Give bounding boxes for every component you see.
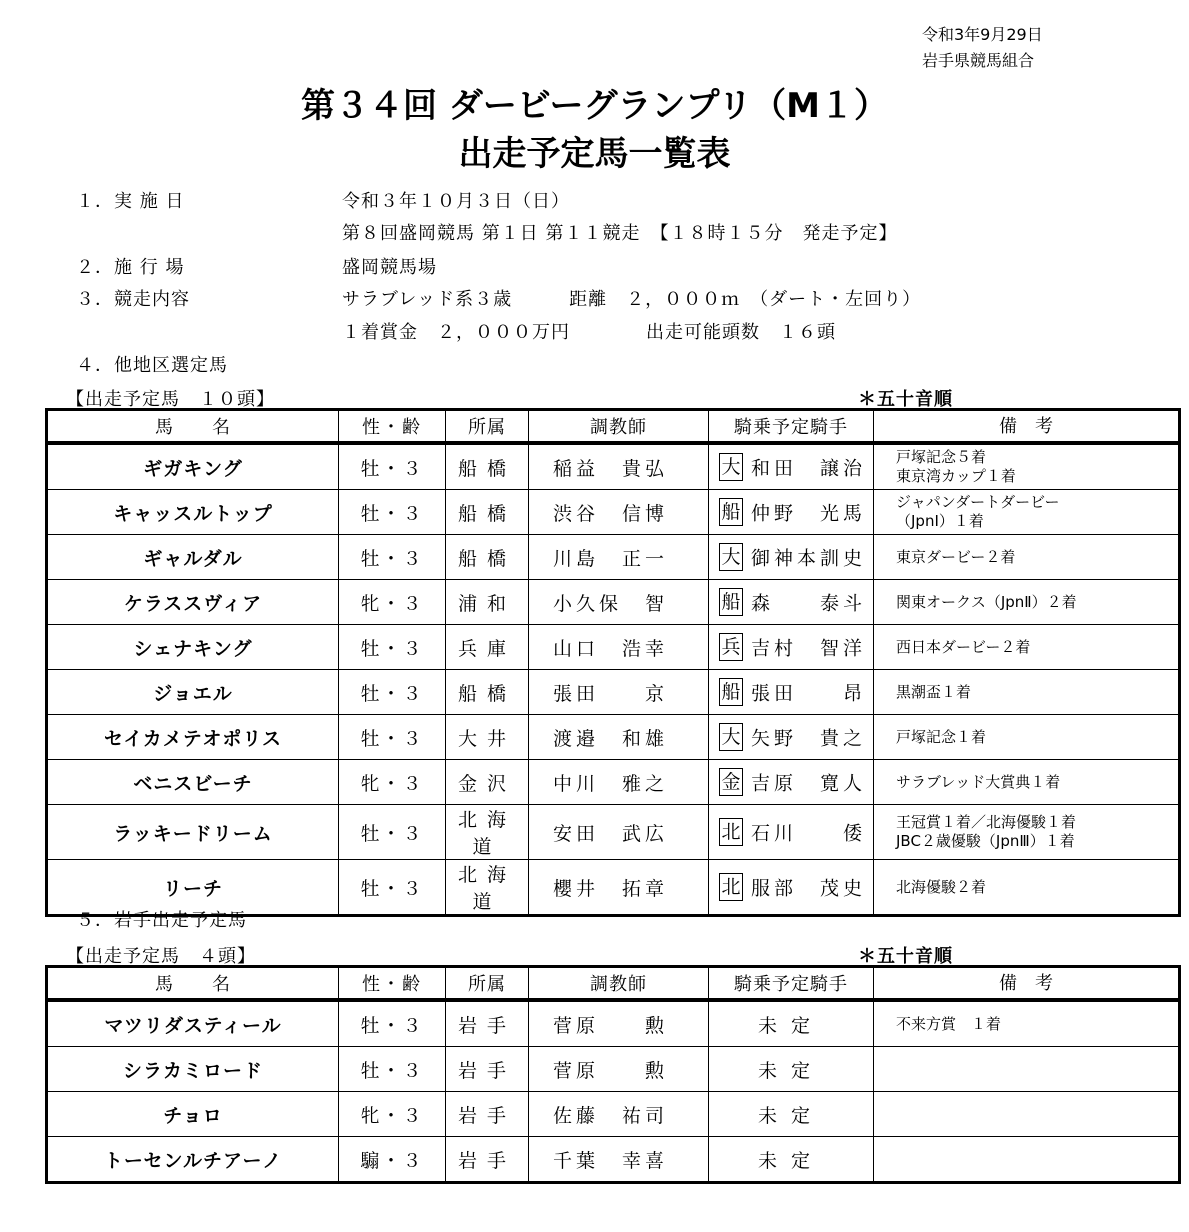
affiliation: 船橋 (446, 490, 529, 535)
remarks-cell (874, 625, 1180, 670)
horse-name: ベニスビーチ (47, 760, 339, 805)
remarks-cell (874, 760, 1180, 805)
section2-order-note: ＊五十音順 (858, 946, 953, 967)
trainer: 川島 正一 (529, 535, 709, 580)
sex-age: 牝・３ (339, 1092, 446, 1137)
remark-line: 西日本ダービー２着 (896, 637, 1031, 656)
trainer: 千葉 幸喜 (529, 1137, 709, 1183)
remarks-cell (874, 1000, 1180, 1047)
remarks-cell (874, 1092, 1180, 1137)
info-item2-value: 盛岡競馬場 (342, 257, 437, 278)
remarks-cell (874, 443, 1180, 490)
col-affiliation: 所属 (446, 410, 529, 444)
trainer: 山口 浩幸 (529, 625, 709, 670)
table-row (47, 625, 1180, 670)
info-item1-value2: 第８回盛岡競馬 第１日 第１１競走 【１８時１５分 発走予定】 (342, 223, 898, 244)
jockey-name: 森 泰斗 (751, 592, 867, 615)
jockey-region-badge: 船 (719, 588, 743, 616)
jockey-cell (709, 580, 874, 625)
jockey-region-badge: 船 (719, 678, 743, 706)
table-row (47, 443, 1180, 490)
section2-count: 【出走予定馬 ４頭】 (66, 946, 256, 967)
jockey-region-badge: 金 (719, 768, 743, 796)
jockey-name: 和田 譲治 (751, 457, 867, 480)
horse-name: キャッスルトップ (47, 490, 339, 535)
jockey-name: 吉原 寛人 (751, 772, 867, 795)
section1-count: 【出走予定馬 １０頭】 (66, 389, 275, 410)
trainer: 櫻井 拓章 (529, 860, 709, 916)
trainer: 菅原 勲 (529, 1047, 709, 1092)
horse-name: リーチ (47, 860, 339, 916)
jockey-region-badge: 船 (719, 498, 743, 526)
trainer: 渋谷 信博 (529, 490, 709, 535)
remarks-cell (874, 860, 1180, 916)
horse-name: ラッキードリーム (47, 805, 339, 860)
table-row (47, 1137, 1180, 1183)
jockey-name: 吉村 智洋 (751, 637, 867, 660)
sex-age: 牡・３ (339, 715, 446, 760)
sex-age: 牝・３ (339, 580, 446, 625)
horse-name: セイカメテオポリス (47, 715, 339, 760)
col-trainer: 調教師 (529, 410, 709, 444)
section1-order-note: ＊五十音順 (858, 389, 953, 410)
jockey-region-badge: 北 (719, 873, 743, 901)
info-item1-value1: 令和３年１０月３日（日） (342, 191, 570, 212)
table-row (47, 535, 1180, 580)
sex-age: 牡・３ (339, 1047, 446, 1092)
jockey-cell (709, 1000, 874, 1047)
sex-age: 牡・３ (339, 860, 446, 916)
remarks-cell (874, 670, 1180, 715)
sex-age: 牡・３ (339, 535, 446, 580)
issue-date: 令和3年9月29日 (922, 25, 1043, 44)
jockey-region-badge: 大 (719, 543, 743, 571)
remark-line: JBC２歳優駿（JpnⅢ）１着 (896, 832, 1075, 850)
jockey-cell (709, 535, 874, 580)
table-header (47, 967, 1180, 1001)
jockey-name: 仲野 光馬 (751, 502, 867, 525)
jockey-cell (709, 625, 874, 670)
remarks-cell (874, 490, 1180, 535)
jockey-region-badge: 兵 (719, 633, 743, 661)
trainer: 佐藤 祐司 (529, 1092, 709, 1137)
affiliation: 岩手 (446, 1000, 529, 1047)
table-row (47, 670, 1180, 715)
sex-age: 牡・３ (339, 625, 446, 670)
jockey-cell (709, 805, 874, 860)
table-row (47, 490, 1180, 535)
remark-line: 戸塚記念５着 (896, 448, 987, 466)
info-item5-label: ５．岩手出走予定馬 (76, 910, 247, 931)
sex-age: 牝・３ (339, 760, 446, 805)
jockey-name: 服部 茂史 (751, 877, 867, 900)
horse-name: シラカミロード (47, 1047, 339, 1092)
horse-name: ギガキング (47, 443, 339, 490)
trainer: 張田 京 (529, 670, 709, 715)
jockey-name: 矢野 貴之 (751, 727, 867, 750)
col-trainer: 調教師 (529, 967, 709, 1001)
jockey-region-badge: 大 (719, 723, 743, 751)
affiliation: 岩手 (446, 1047, 529, 1092)
affiliation: 兵庫 (446, 625, 529, 670)
table-row (47, 580, 1180, 625)
trainer: 菅原 勲 (529, 1000, 709, 1047)
affiliation: 船橋 (446, 535, 529, 580)
remarks-cell (874, 1047, 1180, 1092)
trainer: 渡邉 和雄 (529, 715, 709, 760)
other-region-horses-table (45, 408, 1181, 917)
info-item2-label: ２．施 行 場 (76, 257, 185, 278)
col-sex-age: 性・齢 (339, 967, 446, 1001)
horse-name: トーセンルチアーノ (47, 1137, 339, 1183)
jockey-cell (709, 760, 874, 805)
col-sex-age: 性・齢 (339, 410, 446, 444)
info-item3-value2: １着賞金 ２，０００万円 出走可能頭数 １６頭 (342, 322, 836, 343)
sex-age: 牡・３ (339, 670, 446, 715)
affiliation: 岩手 (446, 1137, 529, 1183)
jockey-cell (709, 1137, 874, 1183)
remark-line: ジャパンダートダービー (896, 493, 1060, 511)
info-item4-label: ４．他地区選定馬 (76, 355, 228, 376)
jockey-region-badge: 大 (719, 453, 743, 481)
col-horse-name: 馬 名 (47, 967, 339, 1001)
col-remarks: 備 考 (874, 967, 1180, 1001)
jockey-name: 御神本訓史 (751, 547, 867, 570)
iwate-horses-table (45, 965, 1181, 1184)
jockey-name: 未定 (757, 1104, 824, 1127)
remarks-cell (874, 535, 1180, 580)
remark-line: 北海優駿２着 (896, 877, 987, 896)
horse-name: シェナキング (47, 625, 339, 670)
affiliation: 大井 (446, 715, 529, 760)
affiliation: 船橋 (446, 443, 529, 490)
affiliation: 北海道 (446, 805, 529, 860)
affiliation: 北海道 (446, 860, 529, 916)
col-horse-name: 馬 名 (47, 410, 339, 444)
trainer: 中川 雅之 (529, 760, 709, 805)
organization: 岩手県競馬組合 (922, 51, 1035, 70)
affiliation: 船橋 (446, 670, 529, 715)
affiliation: 岩手 (446, 1092, 529, 1137)
trainer: 安田 武広 (529, 805, 709, 860)
remark-line: サラブレッド大賞典１着 (896, 772, 1061, 791)
col-jockey: 騎乗予定騎手 (709, 410, 874, 444)
jockey-name: 石川 倭 (751, 822, 867, 845)
remark-line: 王冠賞１着／北海優駿１着 (896, 813, 1077, 831)
remark-line: 関東オークス（JpnⅡ）２着 (896, 592, 1077, 611)
jockey-cell (709, 1047, 874, 1092)
remark-line: 黒潮盃１着 (896, 682, 972, 701)
col-jockey: 騎乗予定騎手 (709, 967, 874, 1001)
jockey-cell (709, 443, 874, 490)
table-row (47, 760, 1180, 805)
jockey-name: 未定 (757, 1014, 824, 1037)
trainer: 小久保 智 (529, 580, 709, 625)
remark-line: 不来方賞 １着 (896, 1014, 1002, 1033)
jockey-cell (709, 715, 874, 760)
jockey-cell (709, 1092, 874, 1137)
remarks-cell (874, 715, 1180, 760)
table-header (47, 410, 1180, 444)
table-row (47, 1092, 1180, 1137)
horse-name: マツリダスティール (47, 1000, 339, 1047)
jockey-name: 未定 (757, 1149, 824, 1172)
info-item3-value1: サラブレッド系３歳 距離 ２，０００ｍ （ダート・左回り） (342, 289, 922, 310)
trainer: 稲益 貴弘 (529, 443, 709, 490)
sex-age: 騸・３ (339, 1137, 446, 1183)
horse-name: ジョエル (47, 670, 339, 715)
sex-age: 牡・３ (339, 443, 446, 490)
sex-age: 牡・３ (339, 490, 446, 535)
col-affiliation: 所属 (446, 967, 529, 1001)
table-row (47, 805, 1180, 860)
affiliation: 金沢 (446, 760, 529, 805)
horse-name: ギャルダル (47, 535, 339, 580)
sex-age: 牡・３ (339, 1000, 446, 1047)
info-item3-label: ３．競走内容 (76, 289, 190, 310)
remarks-cell (874, 1137, 1180, 1183)
remark-line: （JpnⅠ）１着 (896, 512, 984, 530)
horse-name: ケラススヴィア (47, 580, 339, 625)
remarks-cell (874, 580, 1180, 625)
affiliation: 浦和 (446, 580, 529, 625)
remark-line: 東京ダービー２着 (896, 547, 1016, 566)
jockey-name: 張田 昂 (751, 682, 867, 705)
col-remarks: 備 考 (874, 410, 1180, 444)
remark-line: 戸塚記念１着 (896, 727, 987, 746)
jockey-cell (709, 490, 874, 535)
sex-age: 牡・３ (339, 805, 446, 860)
jockey-region-badge: 北 (719, 818, 743, 846)
jockey-cell (709, 860, 874, 916)
table-row (47, 1047, 1180, 1092)
table-row (47, 715, 1180, 760)
horse-name: チョロ (47, 1092, 339, 1137)
remarks-cell (874, 805, 1180, 860)
remark-line: 東京湾カップ１着 (896, 467, 1016, 485)
jockey-cell (709, 670, 874, 715)
table-row (47, 1000, 1180, 1047)
info-item1-label: １．実 施 日 (76, 191, 185, 212)
page-title: 第３４回 ダービーグランプリ（M１） (301, 86, 888, 126)
page-subtitle: 出走予定馬一覧表 (458, 134, 731, 174)
jockey-name: 未定 (757, 1059, 824, 1082)
